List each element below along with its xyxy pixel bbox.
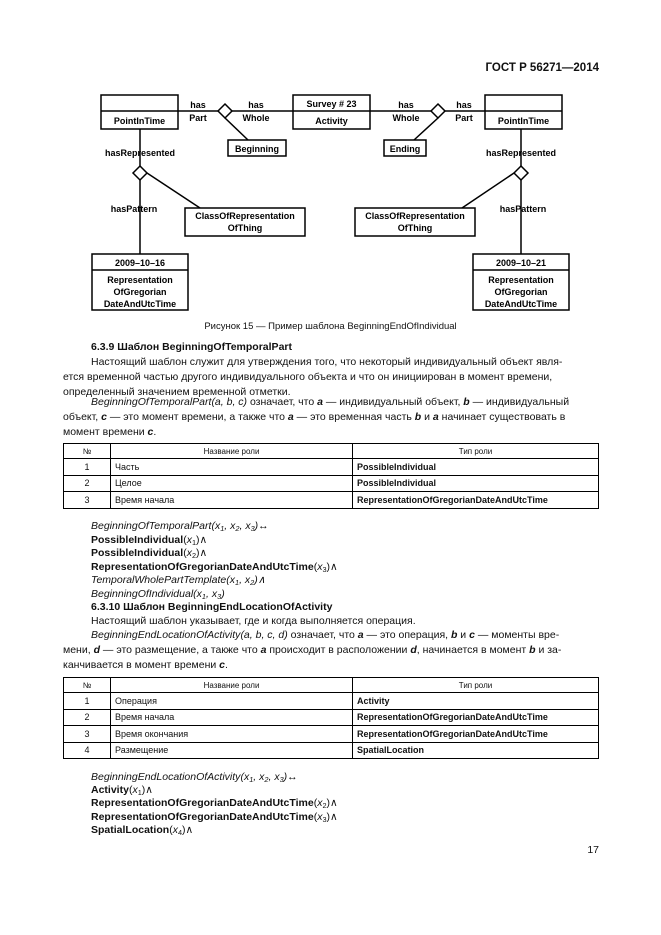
svg-text:OfGregorian: OfGregorian <box>494 287 548 297</box>
svg-text:Part: Part <box>189 113 207 123</box>
svg-text:PointInTime: PointInTime <box>497 116 550 126</box>
svg-text:DateAndUtcTime: DateAndUtcTime <box>484 299 558 309</box>
figure-diagram <box>0 80 661 315</box>
formula-line: $PossibleIndividual(x_1)\wedge$ <box>91 534 208 547</box>
formula-line: $BeginningOfIndividual(x_1$, $x_3$) <box>91 588 225 601</box>
formula-line: $BeginningEndLocationOfActivity(x_1$, $x_2$, $x_3)\leftrightarrow$ <box>91 771 298 784</box>
section-heading: 6.3.9 Шаблон BeginningOfTemporalPart <box>91 341 292 353</box>
section-heading: 6.3.10 Шаблон BeginningEndLocationOfActivity <box>91 601 333 613</box>
table-row: 3 Время окончания RepresentationOfGregorianDateAndUtcTime <box>64 726 599 743</box>
svg-text:PointInTime: PointInTime <box>113 116 166 126</box>
svg-text:Whole: Whole <box>242 113 270 123</box>
paragraph: Настоящий шаблон указывает, где и когда выполняется операция. <box>91 615 416 627</box>
svg-text:Survey # 23: Survey # 23 <box>306 99 357 109</box>
svg-text:Part: Part <box>455 113 473 123</box>
svg-text:ClassOfRepresentation: ClassOfRepresentation <box>195 211 295 221</box>
svg-text:has: has <box>190 100 206 110</box>
svg-text:has: has <box>456 100 472 110</box>
svg-text:2009–10–21: 2009–10–21 <box>495 258 547 268</box>
figure-caption: Рисунок 15 — Пример шаблона BeginningEndOfIndividual <box>204 321 457 332</box>
svg-text:Ending: Ending <box>389 144 421 154</box>
svg-text:hasRepresented: hasRepresented <box>485 148 557 158</box>
table-row: 1 Часть PossibleIndividual <box>64 459 599 476</box>
roles-table-2: № Название роли Тип роли 1 Операция Activity 2 Время начала RepresentationOfGregorianDateAndUtcTime 3 Время окончания RepresentationOfGregorianDateAndUtcTime 4 Размещение SpatialLocation <box>63 677 599 759</box>
svg-text:OfThing: OfThing <box>227 223 263 233</box>
paragraph-definition: BeginningEndLocationOfActivity(a, b, c, d) означает, что a — это операция, b и c — моменты вре- мени, d — это размещение, а также что a происходит в расположении d, начинается в момент b и за- канчивается в момент времени c. <box>63 629 562 671</box>
document-code: ГОСТ Р 56271—2014 <box>485 62 599 74</box>
svg-text:hasPattern: hasPattern <box>110 204 158 214</box>
table-row: 3 Время начала RepresentationOfGregorianDateAndUtcTime <box>64 492 599 509</box>
table-row: 1 Операция Activity <box>64 693 599 710</box>
svg-text:has: has <box>248 100 264 110</box>
svg-text:2009–10–16: 2009–10–16 <box>114 258 166 268</box>
formula-line: $BeginningOfTemporalPart(x_1$, $x_2$, $x_3)\leftrightarrow$ <box>91 520 269 533</box>
roles-table-1: № Название роли Тип роли 1 Часть PossibleIndividual 2 Целое PossibleIndividual 3 Время начала RepresentationOfGregorianDateAndUtcTime <box>63 443 599 509</box>
table-row: 2 Время начала RepresentationOfGregorianDateAndUtcTime <box>64 709 599 726</box>
svg-text:hasPattern: hasPattern <box>499 204 547 214</box>
svg-text:OfThing: OfThing <box>397 223 433 233</box>
svg-text:Representation: Representation <box>107 275 173 285</box>
table-row: 2 Целое PossibleIndividual <box>64 475 599 492</box>
svg-text:has: has <box>398 100 414 110</box>
formula-line: $Activity(x_1)\wedge$ <box>91 784 153 797</box>
page-number: 17 <box>587 844 599 856</box>
svg-text:ClassOfRepresentation: ClassOfRepresentation <box>365 211 465 221</box>
table-row: 4 Размещение SpatialLocation <box>64 742 599 759</box>
formula-line: $SpatialLocation(x_4)\wedge$ <box>91 824 194 837</box>
formula-line: $RepresentationOfGregorianDateAndUtcTime(x_3)\wedge$ <box>91 561 338 574</box>
svg-text:Whole: Whole <box>392 113 420 123</box>
formula-line: $TemporalWholePartTemplate(x_1$, $x_2)\wedge$ <box>91 574 266 587</box>
paragraph-definition: BeginningOfTemporalPart(a, b, c) означает, что a — индивидуальный объект, b — индивидуальный объект, c — это момент времени, а также что a — это временная часть b и a начинает существовать в момент времени c. <box>63 396 570 438</box>
svg-text:DateAndUtcTime: DateAndUtcTime <box>103 299 177 309</box>
svg-text:OfGregorian: OfGregorian <box>113 287 167 297</box>
paragraph: Настоящий шаблон служит для утверждения того, что некоторый индивидуальный объект явля- ется временной частью другого индивидуального объекта и что он инициирован в момент времени, определенный значением временной отметки. <box>63 356 563 398</box>
formula-line: $PossibleIndividual(x_2)\wedge$ <box>91 547 208 560</box>
svg-text:hasRepresented: hasRepresented <box>104 148 176 158</box>
svg-text:Activity: Activity <box>315 116 348 126</box>
formula-line: $RepresentationOfGregorianDateAndUtcTime(x_3)\wedge$ <box>91 811 338 824</box>
svg-text:Representation: Representation <box>488 275 554 285</box>
formula-line: $RepresentationOfGregorianDateAndUtcTime(x_2)\wedge$ <box>91 797 338 810</box>
svg-text:Beginning: Beginning <box>235 144 279 154</box>
